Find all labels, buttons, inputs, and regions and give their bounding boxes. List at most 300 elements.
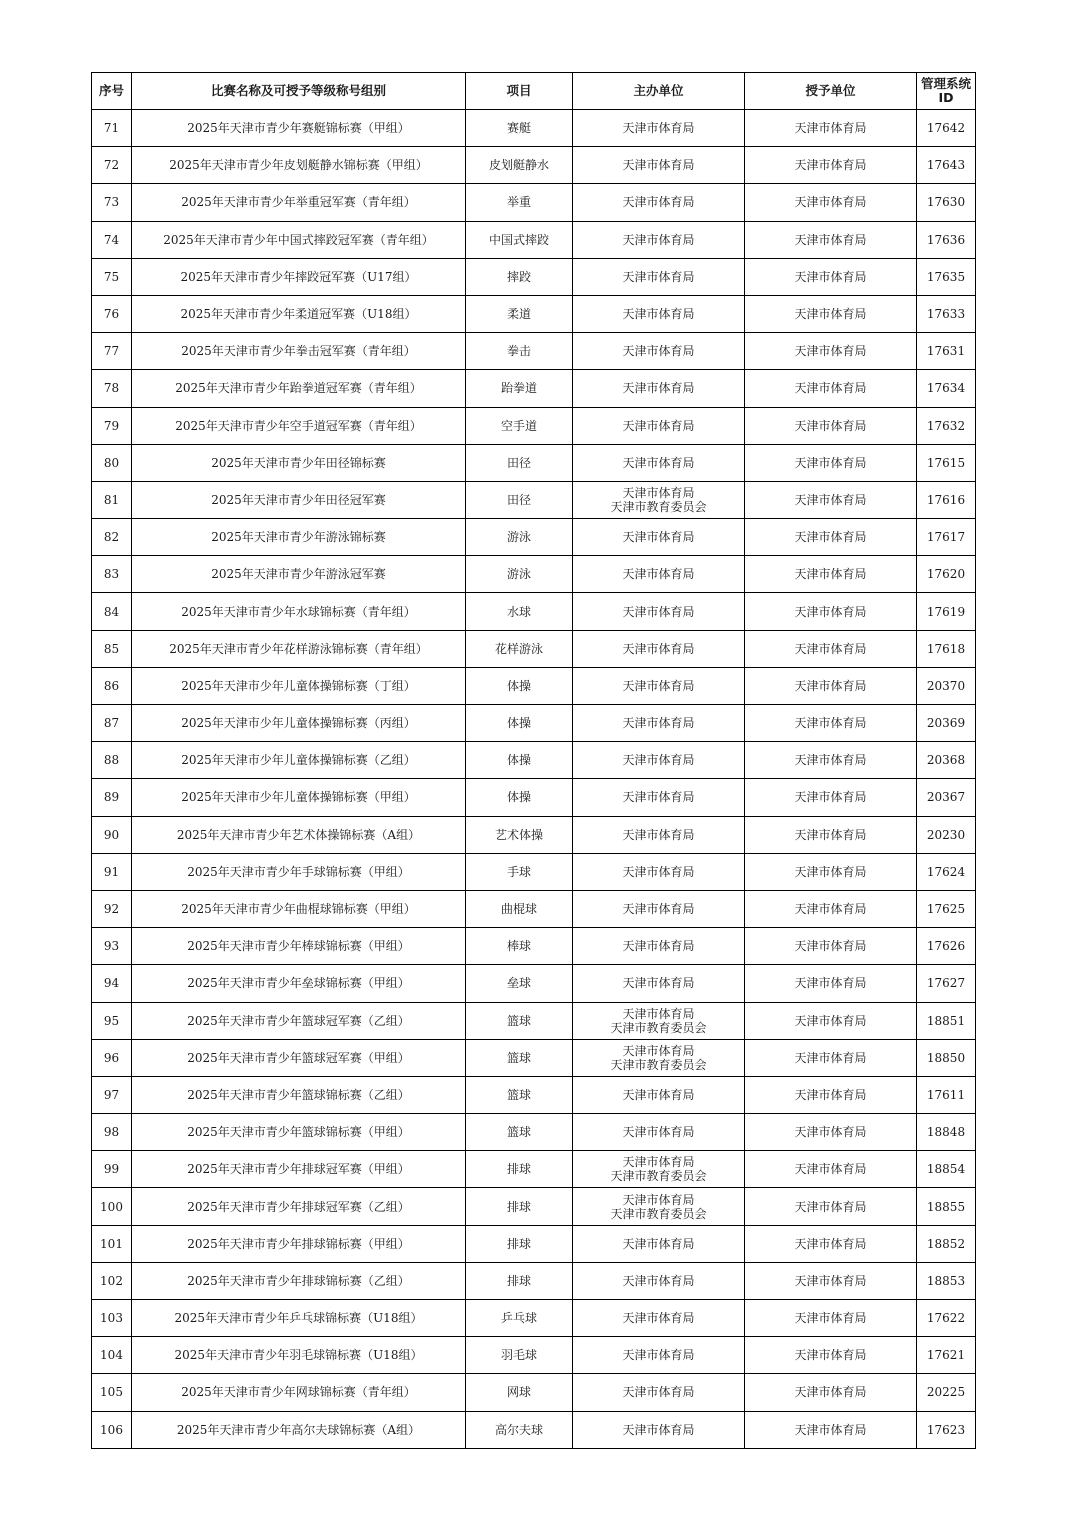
cell-grantor: 天津市体育局: [745, 481, 917, 518]
cell-grantor: 天津市体育局: [745, 407, 917, 444]
cell-id: 17615: [917, 444, 976, 481]
host-line: 天津市体育局: [622, 121, 695, 136]
cell-seq: 91: [92, 853, 132, 890]
cell-seq: 76: [92, 295, 132, 332]
cell-id: 17636: [917, 221, 976, 258]
table-row: [92, 928, 976, 965]
cell-host: [573, 1300, 745, 1337]
cell-project: 赛艇: [466, 110, 573, 147]
cell-grantor: 天津市体育局: [745, 779, 917, 816]
host-line: 天津市体育局: [622, 1192, 695, 1207]
cell-id: 17642: [917, 110, 976, 147]
cell-name: 2025年天津市青少年摔跤冠军赛（U17组）: [132, 258, 466, 295]
header-name: 比赛名称及可授予等级称号组别: [132, 73, 466, 110]
cell-project: 排球: [466, 1151, 573, 1188]
cell-project: 体操: [466, 667, 573, 704]
cell-grantor: 天津市体育局: [745, 1002, 917, 1039]
cell-id: 17611: [917, 1076, 976, 1113]
cell-grantor: 天津市体育局: [745, 705, 917, 742]
cell-id: 17627: [917, 965, 976, 1002]
cell-project: 水球: [466, 593, 573, 630]
cell-grantor: 天津市体育局: [745, 184, 917, 221]
cell-id: 17624: [917, 853, 976, 890]
cell-id: 17619: [917, 593, 976, 630]
cell-seq: 71: [92, 110, 132, 147]
cell-id: 17643: [917, 147, 976, 184]
table-row: [92, 1300, 976, 1337]
cell-name: 2025年天津市青少年游泳锦标赛: [132, 519, 466, 556]
header-id-line2: ID: [938, 90, 954, 105]
table-row: [92, 630, 976, 667]
host-line: 天津市体育局: [622, 716, 695, 731]
host-line: 天津市体育局: [622, 1125, 695, 1140]
cell-project: 艺术体操: [466, 816, 573, 853]
cell-project: 中国式摔跤: [466, 221, 573, 258]
cell-name: 2025年天津市青少年田径冠军赛: [132, 481, 466, 518]
host-line: 天津市教育委员会: [610, 1020, 707, 1035]
cell-host: [573, 965, 745, 1002]
header-row: [92, 73, 976, 110]
host-line: 天津市体育局: [622, 1087, 695, 1102]
cell-project: 曲棍球: [466, 890, 573, 927]
cell-host: [573, 853, 745, 890]
table-row: [92, 110, 976, 147]
table-row: [92, 519, 976, 556]
table-row: [92, 1188, 976, 1225]
cell-grantor: 天津市体育局: [745, 667, 917, 704]
cell-host: [573, 1374, 745, 1411]
cell-name: 2025年天津市青少年篮球冠军赛（乙组）: [132, 1002, 466, 1039]
cell-host: [573, 593, 745, 630]
cell-name: 2025年天津市青少年排球冠军赛（甲组）: [132, 1151, 466, 1188]
cell-project: 排球: [466, 1225, 573, 1262]
cell-grantor: 天津市体育局: [745, 370, 917, 407]
cell-project: 体操: [466, 779, 573, 816]
competition-table: [91, 72, 976, 1449]
table-row: [92, 1076, 976, 1113]
cell-name: 2025年天津市青少年跆拳道冠军赛（青年组）: [132, 370, 466, 407]
cell-grantor: 天津市体育局: [745, 1114, 917, 1151]
cell-seq: 74: [92, 221, 132, 258]
table-row: [92, 333, 976, 370]
table-row: [92, 1039, 976, 1076]
cell-seq: 82: [92, 519, 132, 556]
cell-name: 2025年天津市青少年艺术体操锦标赛（A组）: [132, 816, 466, 853]
cell-host: [573, 184, 745, 221]
cell-grantor: 天津市体育局: [745, 890, 917, 927]
cell-host: [573, 258, 745, 295]
cell-seq: 87: [92, 705, 132, 742]
cell-grantor: 天津市体育局: [745, 1300, 917, 1337]
cell-name: 2025年天津市青少年水球锦标赛（青年组）: [132, 593, 466, 630]
cell-seq: 106: [92, 1411, 132, 1448]
cell-seq: 102: [92, 1262, 132, 1299]
cell-name: 2025年天津市青少年举重冠军赛（青年组）: [132, 184, 466, 221]
cell-project: 田径: [466, 444, 573, 481]
table-row: [92, 853, 976, 890]
cell-project: 田径: [466, 481, 573, 518]
host-line: 天津市体育局: [622, 678, 695, 693]
cell-project: 羽毛球: [466, 1337, 573, 1374]
cell-host: [573, 221, 745, 258]
cell-id: 20369: [917, 705, 976, 742]
table-row: [92, 890, 976, 927]
host-line: 天津市体育局: [622, 790, 695, 805]
cell-grantor: 天津市体育局: [745, 147, 917, 184]
cell-host: [573, 110, 745, 147]
cell-host: [573, 890, 745, 927]
table-row: [92, 481, 976, 518]
cell-grantor: 天津市体育局: [745, 965, 917, 1002]
cell-id: 20370: [917, 667, 976, 704]
cell-id: 17623: [917, 1411, 976, 1448]
host-line: 天津市体育局: [622, 195, 695, 210]
cell-seq: 105: [92, 1374, 132, 1411]
cell-id: 17631: [917, 333, 976, 370]
cell-name: 2025年天津市青少年篮球锦标赛（甲组）: [132, 1114, 466, 1151]
host-line: 天津市体育局: [622, 753, 695, 768]
cell-grantor: 天津市体育局: [745, 630, 917, 667]
table-body: [92, 110, 976, 1449]
cell-project: 举重: [466, 184, 573, 221]
cell-host: [573, 1151, 745, 1188]
cell-seq: 99: [92, 1151, 132, 1188]
host-line: 天津市体育局: [622, 1422, 695, 1437]
host-line: 天津市体育局: [622, 232, 695, 247]
cell-project: 柔道: [466, 295, 573, 332]
cell-seq: 81: [92, 481, 132, 518]
cell-grantor: 天津市体育局: [745, 1262, 917, 1299]
host-line: 天津市体育局: [622, 381, 695, 396]
cell-seq: 83: [92, 556, 132, 593]
table-row: [92, 816, 976, 853]
table-row: [92, 1262, 976, 1299]
cell-host: [573, 1225, 745, 1262]
host-line: 天津市体育局: [622, 1155, 695, 1170]
cell-id: 17632: [917, 407, 976, 444]
host-line: 天津市教育委员会: [610, 1206, 707, 1221]
cell-grantor: 天津市体育局: [745, 333, 917, 370]
cell-grantor: 天津市体育局: [745, 110, 917, 147]
cell-project: 体操: [466, 742, 573, 779]
cell-id: 18853: [917, 1262, 976, 1299]
cell-host: [573, 630, 745, 667]
cell-host: [573, 928, 745, 965]
table-row: [92, 1151, 976, 1188]
cell-grantor: 天津市体育局: [745, 928, 917, 965]
host-line: 天津市体育局: [622, 567, 695, 582]
host-line: 天津市体育局: [622, 485, 695, 500]
cell-id: 20368: [917, 742, 976, 779]
cell-project: 高尔夫球: [466, 1411, 573, 1448]
cell-host: [573, 705, 745, 742]
cell-grantor: 天津市体育局: [745, 1188, 917, 1225]
table-row: [92, 1374, 976, 1411]
cell-seq: 94: [92, 965, 132, 1002]
header-grantor: 授予单位: [745, 73, 917, 110]
host-line: 天津市体育局: [622, 1236, 695, 1251]
cell-name: 2025年天津市青少年游泳冠军赛: [132, 556, 466, 593]
cell-id: 17617: [917, 519, 976, 556]
table-row: [92, 184, 976, 221]
cell-host: [573, 779, 745, 816]
cell-grantor: 天津市体育局: [745, 853, 917, 890]
cell-seq: 93: [92, 928, 132, 965]
cell-seq: 75: [92, 258, 132, 295]
host-line: 天津市体育局: [622, 864, 695, 879]
cell-host: [573, 295, 745, 332]
cell-host: [573, 1262, 745, 1299]
host-line: 天津市体育局: [622, 1385, 695, 1400]
cell-host: [573, 1411, 745, 1448]
cell-name: 2025年天津市青少年羽毛球锦标赛（U18组）: [132, 1337, 466, 1374]
cell-name: 2025年天津市青少年棒球锦标赛（甲组）: [132, 928, 466, 965]
cell-name: 2025年天津市青少年排球锦标赛（甲组）: [132, 1225, 466, 1262]
cell-seq: 96: [92, 1039, 132, 1076]
cell-project: 乒乓球: [466, 1300, 573, 1337]
cell-name: 2025年天津市青少年高尔夫球锦标赛（A组）: [132, 1411, 466, 1448]
host-line: 天津市体育局: [622, 1006, 695, 1021]
cell-seq: 88: [92, 742, 132, 779]
table-row: [92, 258, 976, 295]
host-line: 天津市体育局: [622, 1311, 695, 1326]
table-row: [92, 556, 976, 593]
table-row: [92, 295, 976, 332]
cell-name: 2025年天津市青少年皮划艇静水锦标赛（甲组）: [132, 147, 466, 184]
table-row: [92, 1337, 976, 1374]
cell-grantor: 天津市体育局: [745, 742, 917, 779]
cell-host: [573, 519, 745, 556]
cell-name: 2025年天津市青少年乒乓球锦标赛（U18组）: [132, 1300, 466, 1337]
host-line: 天津市体育局: [622, 1273, 695, 1288]
cell-grantor: 天津市体育局: [745, 258, 917, 295]
cell-grantor: 天津市体育局: [745, 593, 917, 630]
cell-id: 20225: [917, 1374, 976, 1411]
cell-host: [573, 1114, 745, 1151]
table-row: [92, 667, 976, 704]
cell-grantor: 天津市体育局: [745, 816, 917, 853]
cell-host: [573, 1039, 745, 1076]
cell-id: 17626: [917, 928, 976, 965]
cell-project: 游泳: [466, 556, 573, 593]
cell-host: [573, 1076, 745, 1113]
table-row: [92, 221, 976, 258]
cell-id: 17633: [917, 295, 976, 332]
cell-grantor: 天津市体育局: [745, 1374, 917, 1411]
cell-project: 垒球: [466, 965, 573, 1002]
cell-project: 篮球: [466, 1039, 573, 1076]
table-row: [92, 1225, 976, 1262]
table-row: [92, 742, 976, 779]
cell-name: 2025年天津市青少年篮球冠军赛（甲组）: [132, 1039, 466, 1076]
cell-host: [573, 556, 745, 593]
cell-seq: 100: [92, 1188, 132, 1225]
host-line: 天津市体育局: [622, 307, 695, 322]
cell-project: 网球: [466, 1374, 573, 1411]
cell-project: 花样游泳: [466, 630, 573, 667]
cell-seq: 101: [92, 1225, 132, 1262]
cell-id: 20230: [917, 816, 976, 853]
host-line: 天津市教育委员会: [610, 1169, 707, 1184]
host-line: 天津市体育局: [622, 418, 695, 433]
cell-seq: 103: [92, 1300, 132, 1337]
table-row: [92, 444, 976, 481]
cell-project: 空手道: [466, 407, 573, 444]
host-line: 天津市体育局: [622, 902, 695, 917]
cell-project: 跆拳道: [466, 370, 573, 407]
table-header: [92, 73, 976, 110]
cell-project: 拳击: [466, 333, 573, 370]
cell-grantor: 天津市体育局: [745, 1076, 917, 1113]
cell-name: 2025年天津市青少年中国式摔跤冠军赛（青年组）: [132, 221, 466, 258]
table-row: [92, 370, 976, 407]
cell-name: 2025年天津市青少年曲棍球锦标赛（甲组）: [132, 890, 466, 927]
cell-name: 2025年天津市青少年排球锦标赛（乙组）: [132, 1262, 466, 1299]
cell-id: 18854: [917, 1151, 976, 1188]
cell-id: 17618: [917, 630, 976, 667]
cell-seq: 98: [92, 1114, 132, 1151]
cell-host: [573, 370, 745, 407]
cell-name: 2025年天津市少年儿童体操锦标赛（乙组）: [132, 742, 466, 779]
host-line: 天津市体育局: [622, 827, 695, 842]
cell-project: 篮球: [466, 1076, 573, 1113]
cell-seq: 77: [92, 333, 132, 370]
cell-id: 17621: [917, 1337, 976, 1374]
host-line: 天津市体育局: [622, 344, 695, 359]
cell-grantor: 天津市体育局: [745, 1151, 917, 1188]
cell-seq: 90: [92, 816, 132, 853]
cell-seq: 104: [92, 1337, 132, 1374]
cell-host: [573, 407, 745, 444]
cell-grantor: 天津市体育局: [745, 221, 917, 258]
cell-name: 2025年天津市青少年排球冠军赛（乙组）: [132, 1188, 466, 1225]
cell-seq: 89: [92, 779, 132, 816]
cell-seq: 97: [92, 1076, 132, 1113]
cell-seq: 78: [92, 370, 132, 407]
cell-seq: 80: [92, 444, 132, 481]
table-row: [92, 779, 976, 816]
cell-project: 排球: [466, 1188, 573, 1225]
cell-name: 2025年天津市青少年花样游泳锦标赛（青年组）: [132, 630, 466, 667]
host-line: 天津市体育局: [622, 976, 695, 991]
cell-seq: 86: [92, 667, 132, 704]
header-id-line1: 管理系统: [920, 76, 971, 91]
cell-name: 2025年天津市青少年赛艇锦标赛（甲组）: [132, 110, 466, 147]
cell-id: 17630: [917, 184, 976, 221]
host-line: 天津市体育局: [622, 939, 695, 954]
host-line: 天津市体育局: [622, 530, 695, 545]
cell-host: [573, 1188, 745, 1225]
table-row: [92, 1411, 976, 1448]
host-line: 天津市体育局: [622, 641, 695, 656]
cell-project: 篮球: [466, 1114, 573, 1151]
cell-project: 摔跤: [466, 258, 573, 295]
host-line: 天津市教育委员会: [610, 499, 707, 514]
cell-name: 2025年天津市青少年手球锦标赛（甲组）: [132, 853, 466, 890]
cell-grantor: 天津市体育局: [745, 519, 917, 556]
cell-id: 17634: [917, 370, 976, 407]
cell-project: 游泳: [466, 519, 573, 556]
header-project: 项目: [466, 73, 573, 110]
cell-id: 17622: [917, 1300, 976, 1337]
cell-project: 体操: [466, 705, 573, 742]
cell-project: 排球: [466, 1262, 573, 1299]
host-line: 天津市体育局: [622, 269, 695, 284]
cell-id: 18848: [917, 1114, 976, 1151]
cell-id: 20367: [917, 779, 976, 816]
cell-host: [573, 333, 745, 370]
header-id: [917, 73, 976, 110]
cell-project: 棒球: [466, 928, 573, 965]
table-row: [92, 1114, 976, 1151]
cell-name: 2025年天津市青少年田径锦标赛: [132, 444, 466, 481]
cell-seq: 84: [92, 593, 132, 630]
table-row: [92, 147, 976, 184]
cell-project: 篮球: [466, 1002, 573, 1039]
cell-id: 17620: [917, 556, 976, 593]
cell-seq: 79: [92, 407, 132, 444]
host-line: 天津市体育局: [622, 1043, 695, 1058]
cell-seq: 95: [92, 1002, 132, 1039]
cell-name: 2025年天津市青少年篮球锦标赛（乙组）: [132, 1076, 466, 1113]
table-row: [92, 1002, 976, 1039]
cell-grantor: 天津市体育局: [745, 1039, 917, 1076]
cell-name: 2025年天津市青少年空手道冠军赛（青年组）: [132, 407, 466, 444]
table-row: [92, 965, 976, 1002]
table-row: [92, 593, 976, 630]
cell-name: 2025年天津市青少年柔道冠军赛（U18组）: [132, 295, 466, 332]
cell-host: [573, 444, 745, 481]
cell-host: [573, 1337, 745, 1374]
cell-id: 18852: [917, 1225, 976, 1262]
host-line: 天津市体育局: [622, 455, 695, 470]
cell-id: 18851: [917, 1002, 976, 1039]
table-row: [92, 705, 976, 742]
cell-name: 2025年天津市青少年拳击冠军赛（青年组）: [132, 333, 466, 370]
cell-name: 2025年天津市少年儿童体操锦标赛（甲组）: [132, 779, 466, 816]
cell-host: [573, 667, 745, 704]
cell-name: 2025年天津市青少年垒球锦标赛（甲组）: [132, 965, 466, 1002]
cell-id: 17616: [917, 481, 976, 518]
cell-host: [573, 481, 745, 518]
cell-seq: 72: [92, 147, 132, 184]
cell-name: 2025年天津市青少年网球锦标赛（青年组）: [132, 1374, 466, 1411]
cell-grantor: 天津市体育局: [745, 1411, 917, 1448]
cell-id: 18855: [917, 1188, 976, 1225]
cell-seq: 85: [92, 630, 132, 667]
host-line: 天津市体育局: [622, 1348, 695, 1363]
cell-id: 17635: [917, 258, 976, 295]
cell-name: 2025年天津市少年儿童体操锦标赛（丁组）: [132, 667, 466, 704]
cell-grantor: 天津市体育局: [745, 295, 917, 332]
host-line: 天津市体育局: [622, 604, 695, 619]
host-line: 天津市教育委员会: [610, 1057, 707, 1072]
host-line: 天津市体育局: [622, 158, 695, 173]
cell-grantor: 天津市体育局: [745, 444, 917, 481]
cell-host: [573, 742, 745, 779]
cell-project: 皮划艇静水: [466, 147, 573, 184]
cell-seq: 92: [92, 890, 132, 927]
header-seq: 序号: [92, 73, 132, 110]
cell-grantor: 天津市体育局: [745, 1337, 917, 1374]
cell-grantor: 天津市体育局: [745, 556, 917, 593]
cell-id: 17625: [917, 890, 976, 927]
cell-host: [573, 1002, 745, 1039]
header-host: 主办单位: [573, 73, 745, 110]
cell-grantor: 天津市体育局: [745, 1225, 917, 1262]
cell-host: [573, 147, 745, 184]
cell-name: 2025年天津市少年儿童体操锦标赛（丙组）: [132, 705, 466, 742]
